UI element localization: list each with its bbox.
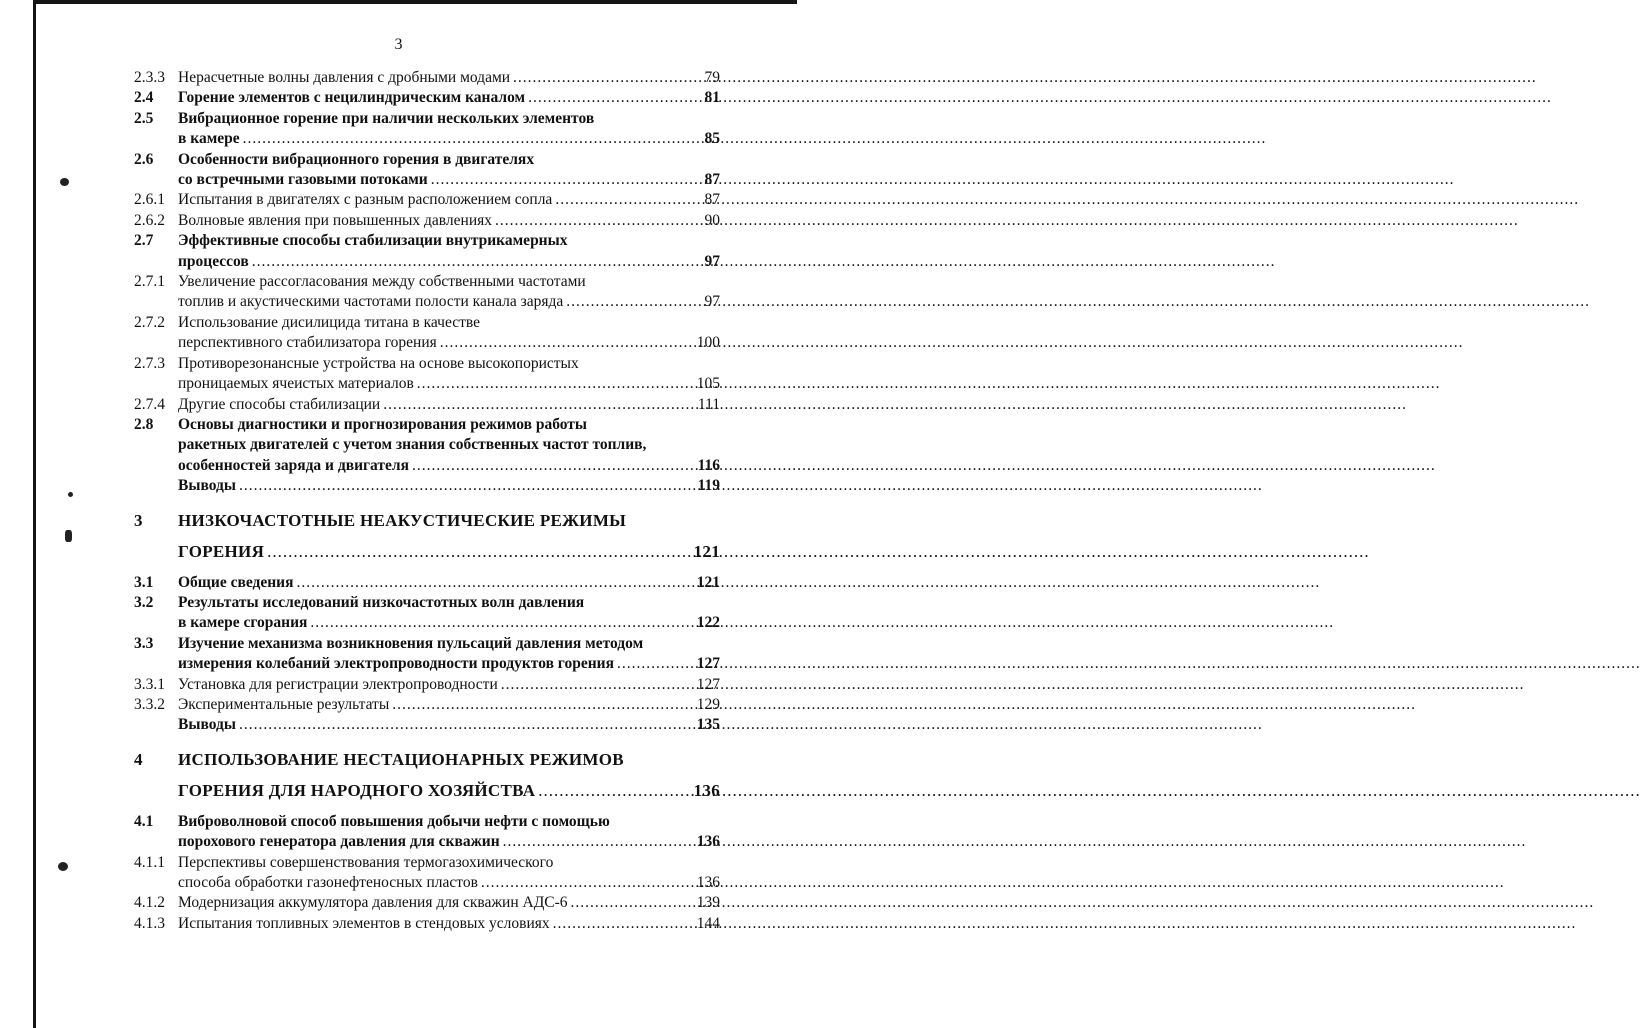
toc-entry [134,109,720,150]
toc-entry [134,68,720,88]
toc-entry-number: 2.7.2 [134,313,165,331]
scan-speck [60,178,69,186]
toc-entry-title: порохового генератора давления для скважин [178,833,500,851]
toc-entry-number: 4.1.2 [134,894,165,912]
toc-entry [134,88,720,108]
toc-dot-leader [417,374,694,394]
toc-entry [134,715,720,735]
toc-entry [134,893,720,913]
toc-dot-leader [566,292,701,312]
toc-dot-leader [528,88,701,108]
toc-entry-title: Использование дисилицида титана в качестве [178,313,480,331]
toc-entry-title: ГОРЕНИЯ ДЛЯ НАРОДНОГО ХОЗЯЙСТВА [178,780,536,800]
toc-page-number: 136 [693,780,720,800]
toc-entry-number: 2.4 [134,89,154,107]
toc-page-number: 97 [704,252,720,270]
scan-speck [58,862,68,871]
toc-dot-leader [571,893,694,913]
toc-entry-number: 3.3.2 [134,695,165,713]
toc-page-number: 135 [696,716,720,734]
toc-page-number: 144 [696,914,720,932]
toc-entry [134,634,720,675]
toc-dot-leader [383,395,695,415]
scan-speck [65,530,72,542]
toc-entry-title: НИЗКОЧАСТОТНЫЕ НЕАКУСТИЧЕСКИЕ РЕЖИМЫ [178,510,627,530]
toc-entry-number: 2.7.1 [134,273,165,291]
toc-page-number: 105 [696,375,720,393]
toc-entry [134,695,720,715]
toc-entry-title: проницаемых ячеистых материалов [178,375,414,393]
toc-entry [134,395,720,415]
toc-entry-number: 4.1 [134,812,154,830]
toc-entry-number: 2.6.2 [134,211,165,229]
toc-dot-leader [252,252,702,272]
toc-page-number: 87 [704,171,720,189]
toc-entry-title: Установка для регистрации электропроводности [178,675,498,693]
toc-dot-leader [495,211,701,231]
toc-entry [134,573,720,593]
toc-entry-title: Испытания в двигателях с разным расположением сопла [178,191,553,209]
toc-entry-title: особенностей заряда и двигателя [178,456,409,474]
toc-page-number: 116 [697,456,720,474]
toc-entry-title: ГОРЕНИЯ [178,541,265,561]
toc-entry-number: 3.3 [134,634,154,652]
toc-page-number: 136 [696,874,720,891]
toc-entry-title: Эффективные способы стабилизации внутрикамерных [178,232,568,250]
toc-entry-title: Виброволновой способ повышения добычи нефти с помощью [178,812,610,830]
toc-page-number: 79 [704,69,720,86]
toc-entry-title: Волновые явления при повышенных давлениях [178,211,493,229]
toc-dot-leader [243,129,702,149]
toc-dot-leader [310,613,693,633]
toc-page-number: 85 [704,130,720,148]
toc-entry [134,593,720,634]
toc-page-number: 127 [696,675,720,693]
toc-entry-title: Выводы [178,477,236,495]
toc-entry-title: Перспективы совершенствования термогазохимического [178,853,554,871]
toc-dot-leader [431,170,702,190]
toc-entry [134,476,720,496]
toc-entry-number: 3.1 [134,573,154,591]
toc-entry-number: 2.5 [134,109,154,127]
toc-entry-title: Нерасчетные волны давления с дробными модами [178,69,511,86]
scan-border-left [33,0,36,1028]
toc-entry-title: Испытания топливных элементов в стендовых условиях [178,914,550,932]
toc-entry-number: 2.7.4 [134,395,165,413]
toc-entry-title: Общие сведения [178,573,294,591]
toc-page-number: 119 [697,477,720,495]
toc-entry [134,211,720,231]
toc-chapter [134,744,720,806]
toc-entry-title: Горение элементов с нецилиндрическим каналом [178,89,526,107]
toc-dot-leader [440,333,694,353]
toc-page-number: 127 [696,655,720,673]
toc-page-number: 87 [704,191,720,209]
toc-dot-leader [239,476,695,496]
toc-entry-title: Основы диагностики и прогнозирования режимов работы [178,415,588,433]
toc-entry [134,190,720,210]
toc-entry-title: Экспериментальные результаты [178,695,390,713]
toc-entry-title: Выводы [178,716,236,734]
toc-page-number: 81 [704,89,720,107]
toc-entry-number: 2.8 [134,415,154,433]
toc-page-number: 122 [696,614,720,632]
toc-page-number: 129 [696,695,720,713]
page-number: 3 [394,36,403,53]
toc-entry-title: Увеличение рассогласования между собственными частотами [178,273,586,291]
toc-entry-title: процессов [178,252,249,270]
toc-entry-title: Особенности вибрационного горения в двигателях [178,150,535,168]
toc-dot-leader [538,775,690,806]
toc-entry-title: Другие способы стабилизации [178,395,381,413]
toc-entry-title: Изучение механизма возникновения пульсаций давления методом [178,634,644,652]
toc-entry-title: ИСПОЛЬЗОВАНИЕ НЕСТАЦИОНАРНЫХ РЕЖИМОВ [178,749,624,769]
toc-entry-number: 2.7.3 [134,354,165,372]
toc-entry-title: в камере сгорания [178,614,308,632]
toc-page-number: 111 [697,395,720,413]
toc-page-number: 100 [696,334,720,352]
toc-entry [134,415,720,476]
toc-dot-leader [503,832,694,852]
toc-entry-number: 4.1.3 [134,914,165,932]
toc-entry-title: ракетных двигателей с учетом знания собственных частот топлив, [178,436,647,454]
toc-entry [134,853,720,894]
toc-entry-title: измерения колебаний электропроводности продуктов горения [178,655,614,673]
toc-page-number: 136 [696,833,720,851]
toc-entry [134,914,720,934]
toc-entry [134,313,720,354]
toc-chapter [134,505,720,567]
toc-entry-title: топлив и акустическими частотами полости канала заряда [178,293,564,311]
toc-entry-title: со встречными газовыми потоками [178,171,428,189]
toc-entry-number: 3.2 [134,593,154,611]
toc-dot-leader [553,914,694,934]
toc-entry [134,272,720,313]
toc-entry [134,675,720,695]
toc-entry-number: 2.7 [134,232,154,250]
toc-page-number: 97 [704,293,720,311]
toc-entry-number: 2.6 [134,150,154,168]
scan-speck [68,492,73,497]
toc-page-number: 90 [704,211,720,229]
toc-entry-title: в камере [178,130,240,148]
toc-page-number: 139 [696,894,720,912]
toc-dot-leader [617,654,694,674]
toc-entry-number: 2.3.3 [134,69,165,86]
toc-entry [134,354,720,395]
toc-dot-leader [392,695,694,715]
toc-dot-leader [555,190,701,210]
toc-entry-number: 2.6.1 [134,191,165,209]
toc-entry-title: Противорезонансные устройства на основе высокопористых [178,354,579,372]
toc-dot-leader [296,573,693,593]
toc-dot-leader [501,675,694,695]
toc-entry-number: 3.3.1 [134,675,165,693]
toc-entry-number: 3 [134,510,143,530]
toc-entry-title: способа обработки газонефтеносных пластов [178,874,478,891]
toc-entry-number: 4 [134,749,143,769]
toc-entry-number: 4.1.1 [134,853,165,871]
toc-entry-title: Результаты исследований низкочастотных волн давления [178,593,585,611]
toc-entry [134,150,720,191]
toc-entry-title: перспективного стабилизатора горения [178,334,437,352]
toc-dot-leader [513,68,701,88]
toc-entry [134,812,720,853]
toc-entry-title: Модернизация аккумулятора давления для скважин АДС-6 [178,894,568,912]
toc-entry-title: Вибрационное горение при наличии нескольких элементов [178,109,595,127]
scan-border-top [33,0,797,4]
toc-dot-leader [239,715,694,735]
toc-dot-leader [267,536,690,567]
toc-entry [134,231,720,272]
toc-page-number: 121 [696,573,720,591]
toc-dot-leader [481,873,694,893]
table-of-contents [134,68,720,934]
toc-dot-leader [412,456,695,476]
toc-page-number: 121 [693,541,720,561]
